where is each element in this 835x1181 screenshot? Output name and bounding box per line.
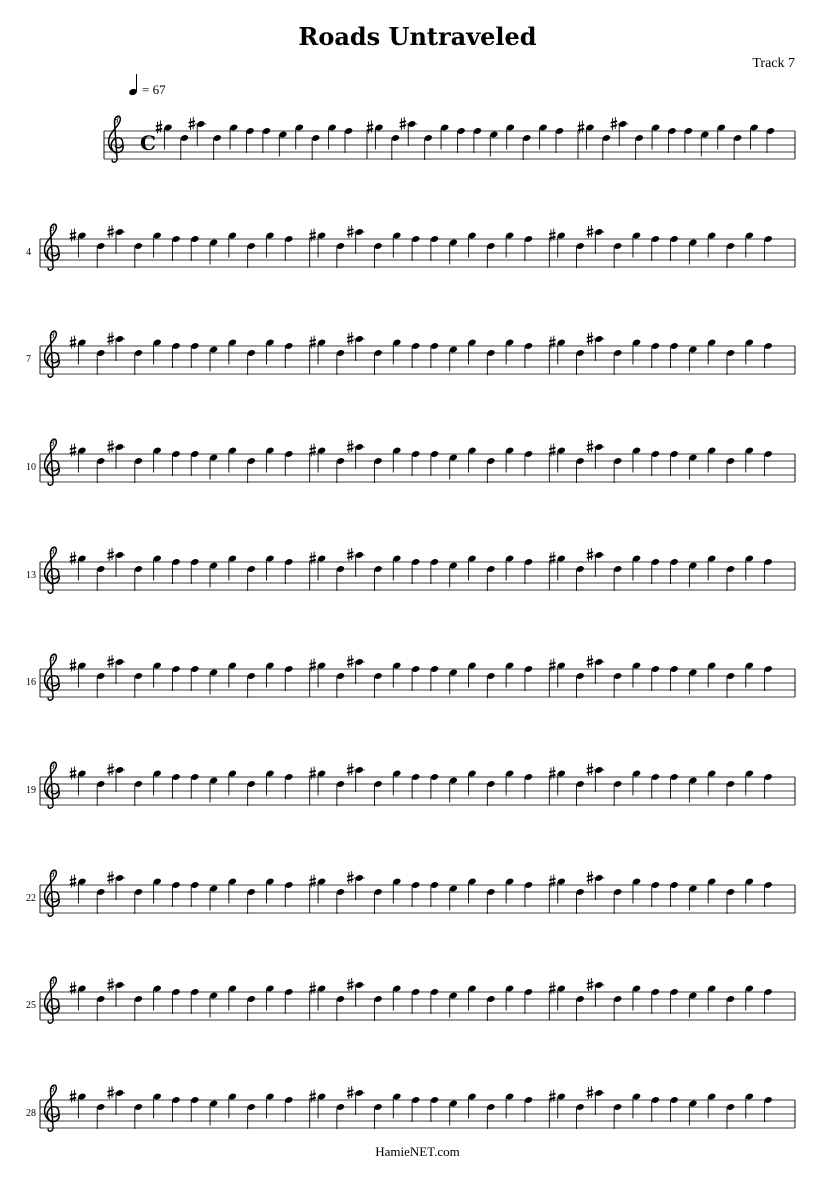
sharp-icon <box>587 548 593 561</box>
sharp-icon <box>587 225 593 238</box>
sharp-icon <box>347 1086 353 1099</box>
sharp-icon <box>70 982 76 995</box>
sharp-icon <box>347 871 353 884</box>
sharp-icon <box>309 552 315 565</box>
sharp-icon <box>107 1086 113 1099</box>
sharp-icon <box>70 1090 76 1103</box>
sharp-icon <box>309 444 315 457</box>
sharp-icon <box>107 655 113 668</box>
sharp-icon <box>189 117 195 130</box>
sharp-icon <box>549 444 555 457</box>
sharp-icon <box>347 548 353 561</box>
time-signature: C <box>140 131 156 155</box>
sharp-icon <box>107 548 113 561</box>
sharp-icon <box>309 229 315 242</box>
sharp-icon <box>549 767 555 780</box>
sharp-icon <box>309 1090 315 1103</box>
clef-octave-mark: 8 <box>114 115 119 125</box>
sharp-icon <box>309 982 315 995</box>
sharp-icon <box>70 229 76 242</box>
sharp-icon <box>347 763 353 776</box>
sharp-icon <box>611 117 617 130</box>
sharp-icon <box>549 229 555 242</box>
sharp-icon <box>400 117 406 130</box>
measure-number: 10 <box>26 462 36 473</box>
sharp-icon <box>367 121 373 134</box>
footer-credit: HamieNET.com <box>375 1144 460 1159</box>
sharp-icon <box>70 875 76 888</box>
sharp-icon <box>549 659 555 672</box>
sharp-icon <box>587 763 593 776</box>
sharp-icon <box>347 332 353 345</box>
measure-number: 13 <box>26 570 36 581</box>
clef-octave-mark: 8 <box>50 546 55 556</box>
score-title: Roads Untraveled <box>298 22 537 51</box>
sharp-icon <box>587 1086 593 1099</box>
sharp-icon <box>70 444 76 457</box>
sharp-icon <box>107 332 113 345</box>
sharp-icon <box>347 978 353 991</box>
sharp-icon <box>70 552 76 565</box>
clef-octave-mark: 8 <box>50 1084 55 1094</box>
measure-number: 7 <box>26 354 31 365</box>
sharp-icon <box>309 336 315 349</box>
sharp-icon <box>70 659 76 672</box>
clef-octave-mark: 8 <box>50 438 55 448</box>
sharp-icon <box>347 655 353 668</box>
sharp-icon <box>156 121 162 134</box>
sharp-icon <box>549 336 555 349</box>
measure-number: 16 <box>26 677 36 688</box>
sharp-icon <box>347 225 353 238</box>
clef-octave-mark: 8 <box>50 761 55 771</box>
sharp-icon <box>70 336 76 349</box>
sharp-icon <box>70 767 76 780</box>
sharp-icon <box>309 767 315 780</box>
measure-number: 28 <box>26 1108 36 1119</box>
sharp-icon <box>549 982 555 995</box>
clef-octave-mark: 8 <box>50 976 55 986</box>
clef-octave-mark: 8 <box>50 869 55 879</box>
sharp-icon <box>107 440 113 453</box>
sharp-icon <box>347 440 353 453</box>
sharp-icon <box>107 871 113 884</box>
sharp-icon <box>587 655 593 668</box>
sharp-icon <box>549 552 555 565</box>
sharp-icon <box>578 121 584 134</box>
sharp-icon <box>549 1090 555 1103</box>
sharp-icon <box>309 875 315 888</box>
clef-octave-mark: 8 <box>50 330 55 340</box>
sharp-icon <box>549 875 555 888</box>
clef-octave-mark: 8 <box>50 653 55 663</box>
sharp-icon <box>587 871 593 884</box>
measure-number: 4 <box>26 247 31 258</box>
tempo-marking: = 67 <box>142 82 166 97</box>
sharp-icon <box>107 978 113 991</box>
sharp-icon <box>309 659 315 672</box>
sharp-icon <box>107 763 113 776</box>
measure-number: 25 <box>26 1000 36 1011</box>
measure-number: 22 <box>26 893 36 904</box>
sharp-icon <box>587 440 593 453</box>
clef-octave-mark: 8 <box>50 223 55 233</box>
sharp-icon <box>107 225 113 238</box>
track-label: Track 7 <box>752 56 795 71</box>
measure-number: 19 <box>26 785 36 796</box>
sharp-icon <box>587 332 593 345</box>
sharp-icon <box>587 978 593 991</box>
